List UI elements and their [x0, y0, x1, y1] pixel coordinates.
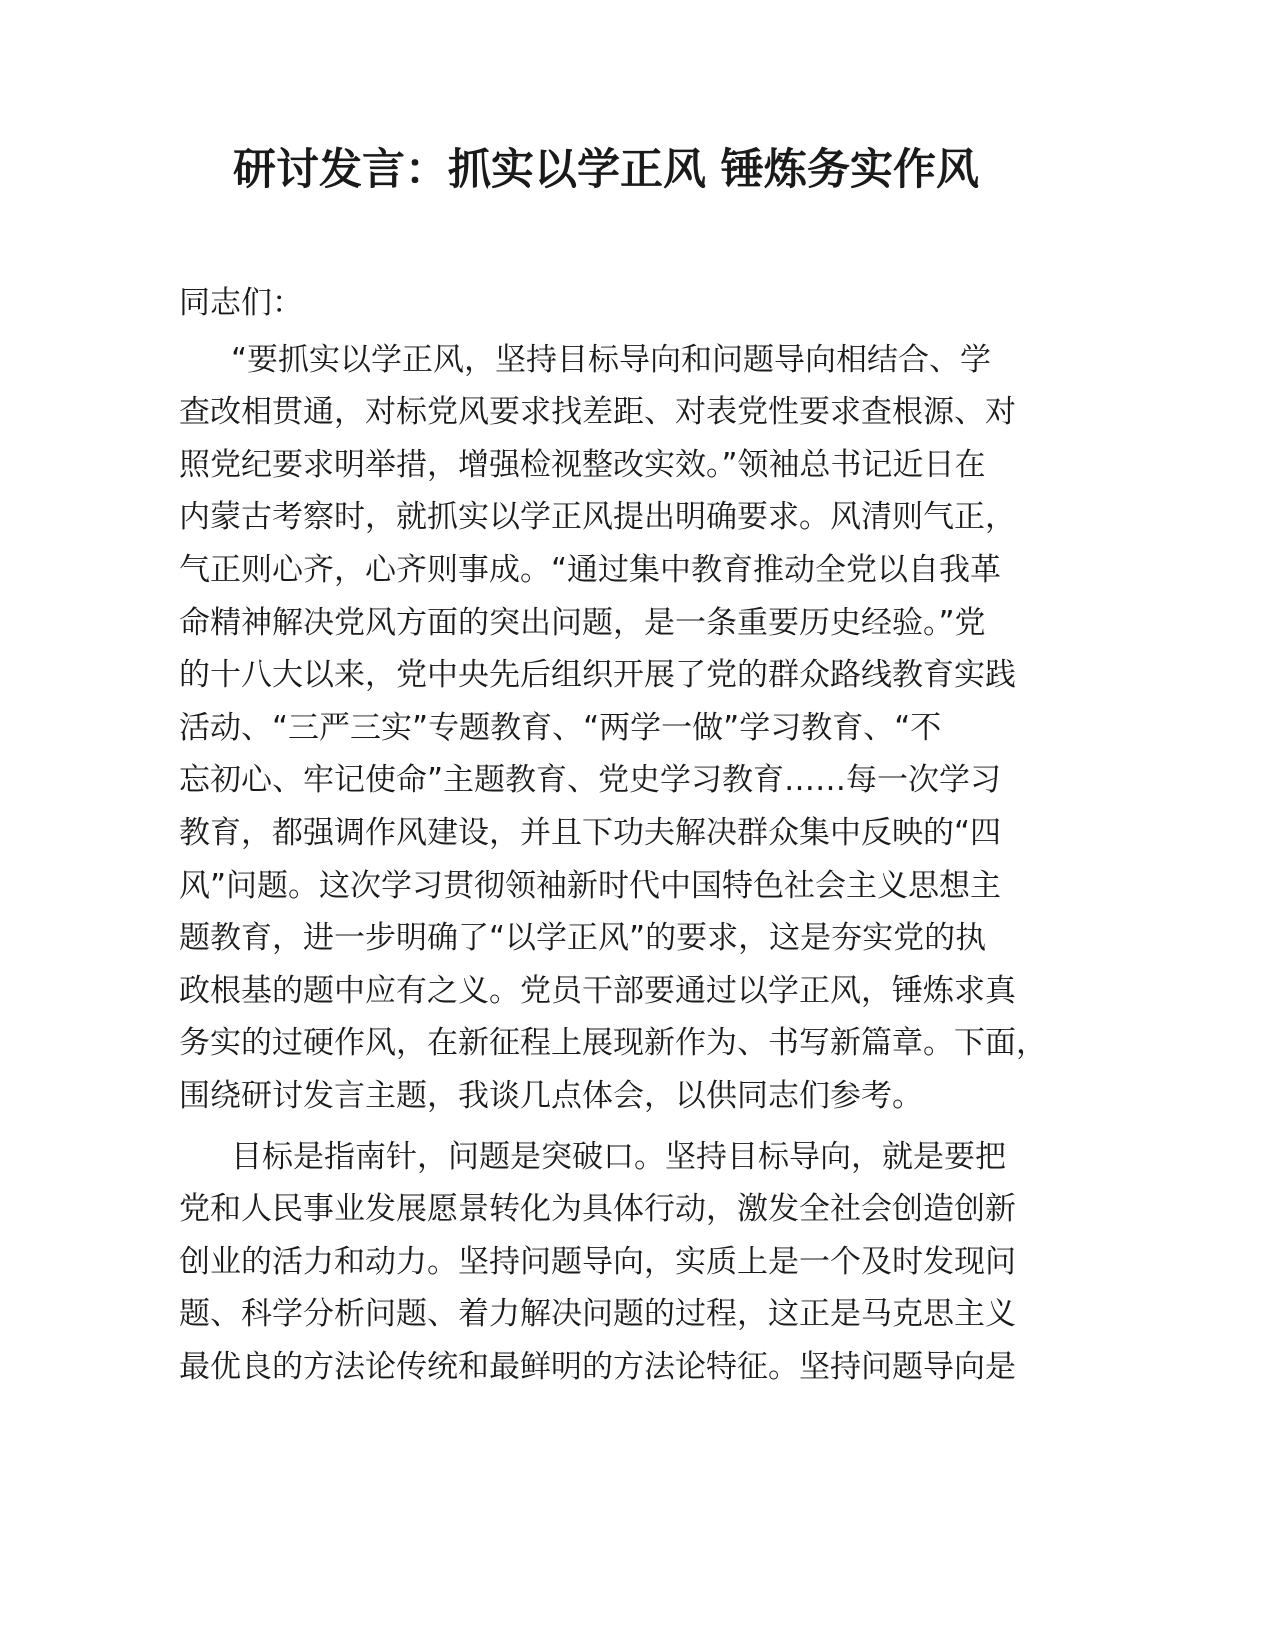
paragraph-line: 查改相贯通，对标党风要求找差距、对表党性要求查根源、对 [179, 394, 1016, 431]
paragraph-line: 照党纪要求明举措，增强检视整改实效。”领袖总书记近日在 [179, 446, 986, 483]
paragraph-line: 围绕研讨发言主题，我谈几点体会，以供同志们参考。 [179, 1077, 923, 1114]
paragraph-line: “要抓实以学正风，坚持目标导向和问题导向相结合、学 [231, 341, 992, 378]
paragraph-line: 最优良的方法论传统和最鲜明的方法论特征。坚持问题导向是 [179, 1348, 1016, 1385]
paragraph-line: 政根基的题中应有之义。党员干部要通过以学正风，锤炼求真 [179, 972, 1016, 1009]
paragraph-line: 气正则心齐，心齐则事成。“通过集中教育推动全党以自我革 [179, 551, 1002, 588]
paragraph-line: 创业的活力和动力。坚持问题导向，实质上是一个及时发现问 [179, 1243, 1016, 1280]
paragraph-line: 内蒙古考察时，就抓实以学正风提出明确要求。风清则气正， [179, 499, 1016, 536]
paragraph-line: 命精神解决党风方面的突出问题，是一条重要历史经验。”党 [179, 604, 986, 641]
paragraph-line: 教育，都强调作风建设，并且下功夫解决群众集中反映的“四 [179, 814, 1002, 851]
paragraph-line: 目标是指南针，问题是突破口。坚持目标导向，就是要把 [231, 1138, 1006, 1175]
paragraph-line: 题、科学分析问题、着力解决问题的过程，这正是马克思主义 [179, 1296, 1016, 1333]
document-title: 研讨发言：抓实以学正风 锤炼务实作风 [233, 145, 979, 195]
paragraph-line: 题教育，进一步明确了“以学正风”的要求，这是夯实党的执 [179, 920, 987, 957]
paragraph-line: 的十八大以来，党中央先后组织开展了党的群众路线教育实践 [179, 657, 1016, 694]
paragraph-line: 务实的过硬作风，在新征程上展现新作为、书写新篇章。下面， [179, 1025, 1047, 1062]
paragraph-1 [179, 334, 1047, 1123]
greeting: 同志们： [179, 285, 303, 321]
paragraph-line: 党和人民事业发展愿景转化为具体行动，激发全社会创造创新 [179, 1191, 1016, 1228]
document-body [179, 277, 1047, 1401]
paragraph-line: 忘初心、牢记使命”主题教育、党史学习教育……每一次学习 [179, 762, 1002, 799]
paragraph-line: 活动、“三严三实”专题教育、“两学一做”学习教育、“不 [179, 709, 942, 746]
paragraph-2 [179, 1131, 1039, 1394]
paragraph-line: 风”问题。这次学习贯彻领袖新时代中国特色社会主义思想主 [179, 867, 1002, 904]
